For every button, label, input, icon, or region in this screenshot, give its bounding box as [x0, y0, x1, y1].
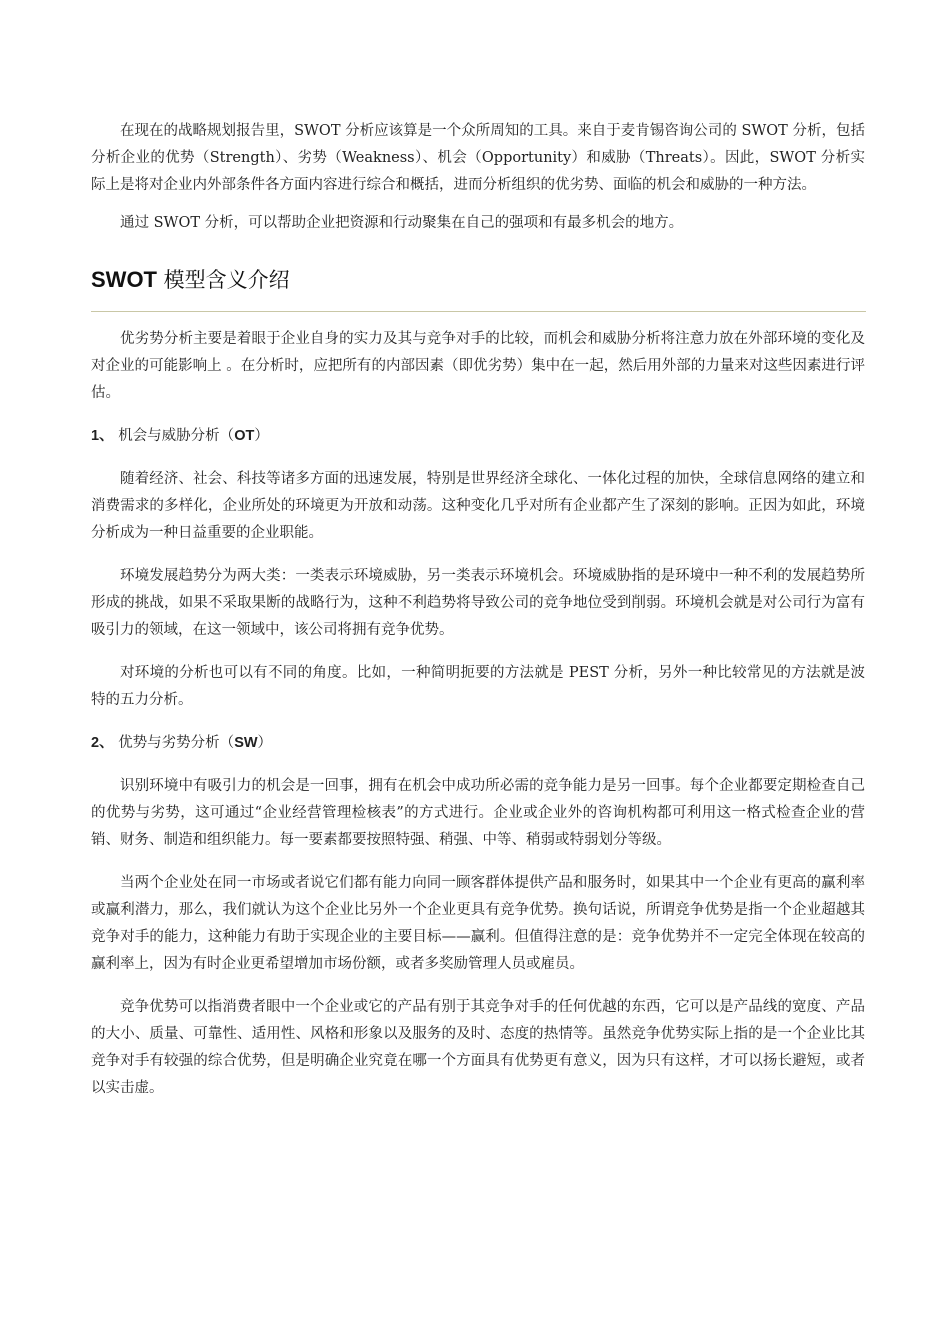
- subheading-ot-number: 1、: [91, 428, 114, 444]
- section-heading-rest: 模型含义介绍: [157, 268, 290, 292]
- sw-paragraph-1: 识别环境中有吸引力的机会是一回事，拥有在机会中成功所必需的竞争能力是另一回事。每个企业都要定期检查自己的优势与劣势，这可通过“企业经营管理检核表”的方式进行。企业或企业外的咨询机构都可利用这一格式检查企业的营销、财务、制造和组织能力。每一要素都要按照特强、稍强、中等、稍弱或特弱划分等级。: [91, 778, 865, 848]
- subheading-sw-close: ）: [257, 735, 273, 751]
- subheading-sw-code: SW: [234, 735, 258, 751]
- spacer: [91, 644, 865, 660]
- spacer: [91, 854, 865, 870]
- subheading-ot-code: OT: [234, 428, 255, 444]
- section-divider: [91, 311, 866, 312]
- ot-paragraph-2: 环境发展趋势分为两大类：一类表示环境威胁，另一类表示环境机会。环境威胁指的是环境中一种不利的发展趋势所形成的挑战，如果不采取果断的战略行为，这种不利趋势将导致公司的竞争地位受到削弱。环境机会就是对公司行为富有吸引力的领域，在这一领域中，该公司将拥有竞争优势。: [91, 568, 865, 638]
- subheading-ot: [91, 423, 865, 450]
- intro-paragraph-1: 在现在的战略规划报告里，SWOT 分析应该算是一个众所周知的工具。来自于麦肯锡咨询公司的 SWOT 分析，包括分析企业的优势（Strength）、劣势（Weakness）、机会（Opportunity）和威胁（Threats）。因此，SWOT 分析实际上是将对企业内外部条件各方面内容进行综合和概括，进而分析组织的优劣势、面临的机会和威胁的一种方法。: [91, 123, 865, 193]
- subheading-sw-title: 优势与劣势分析（: [118, 735, 235, 751]
- ot-paragraph-3: 对环境的分析也可以有不同的角度。比如，一种简明扼要的方法就是 PEST 分析，另外一种比较常见的方法就是波特的五力分析。: [91, 665, 865, 708]
- ot-paragraph-1: 随着经济、社会、科技等诸多方面的迅速发展，特别是世界经济全球化、一体化过程的加快，全球信息网络的建立和消费需求的多样化，企业所处的环境更为开放和动荡。这种变化几乎对所有企业都产生了深刻的影响。正因为如此，环境分析成为一种日益重要的企业职能。: [91, 471, 865, 541]
- spacer: [91, 757, 865, 773]
- subheading-sw-number: 2、: [91, 735, 114, 751]
- spacer: [91, 714, 865, 730]
- document-page: [91, 118, 865, 1102]
- section-heading: [91, 263, 865, 297]
- subheading-ot-close: ）: [254, 428, 269, 444]
- section-intro-paragraph: 优劣势分析主要是着眼于企业自身的实力及其与竞争对手的比较，而机会和威胁分析将注意力放在外部环境的变化及对企业的可能影响上 。在分析时，应把所有的内部因素（即优劣势）集中在一起，然后用外部的力量来对这些因素进行评估。: [91, 331, 865, 401]
- spacer: [91, 978, 865, 994]
- subheading-sw: [91, 730, 865, 757]
- subheading-ot-title: 机会与威胁分析（: [118, 428, 235, 444]
- spacer: [91, 547, 865, 563]
- sw-paragraph-3: 竞争优势可以指消费者眼中一个企业或它的产品有别于其竞争对手的任何优越的东西，它可以是产品线的宽度、产品的大小、质量、可靠性、适用性、风格和形象以及服务的及时、态度的热情等。虽然竞争优势实际上指的是一个企业比其竞争对手有较强的综合优势，但是明确企业究竟在哪一个方面具有优势更有意义，因为只有这样，才可以扬长避短，或者以实击虚。: [91, 999, 865, 1096]
- intro-paragraph-2: 通过 SWOT 分析，可以帮助企业把资源和行动聚集在自己的强项和有最多机会的地方。: [120, 215, 684, 231]
- sw-paragraph-2: 当两个企业处在同一市场或者说它们都有能力向同一顾客群体提供产品和服务时，如果其中一个企业有更高的赢利率或赢利潜力，那么，我们就认为这个企业比另外一个企业更具有竞争优势。换句话说，所谓竞争优势是指一个企业超越其竞争对手的能力，这种能力有助于实现企业的主要目标——赢利。但值得注意的是：竞争优势并不一定完全体现在较高的赢利率上，因为有时企业更希望增加市场份额，或者多奖励管理人员或雇员。: [91, 875, 865, 972]
- section-heading-bold: SWOT: [91, 267, 157, 292]
- spacer: [91, 450, 865, 466]
- spacer: [91, 407, 865, 423]
